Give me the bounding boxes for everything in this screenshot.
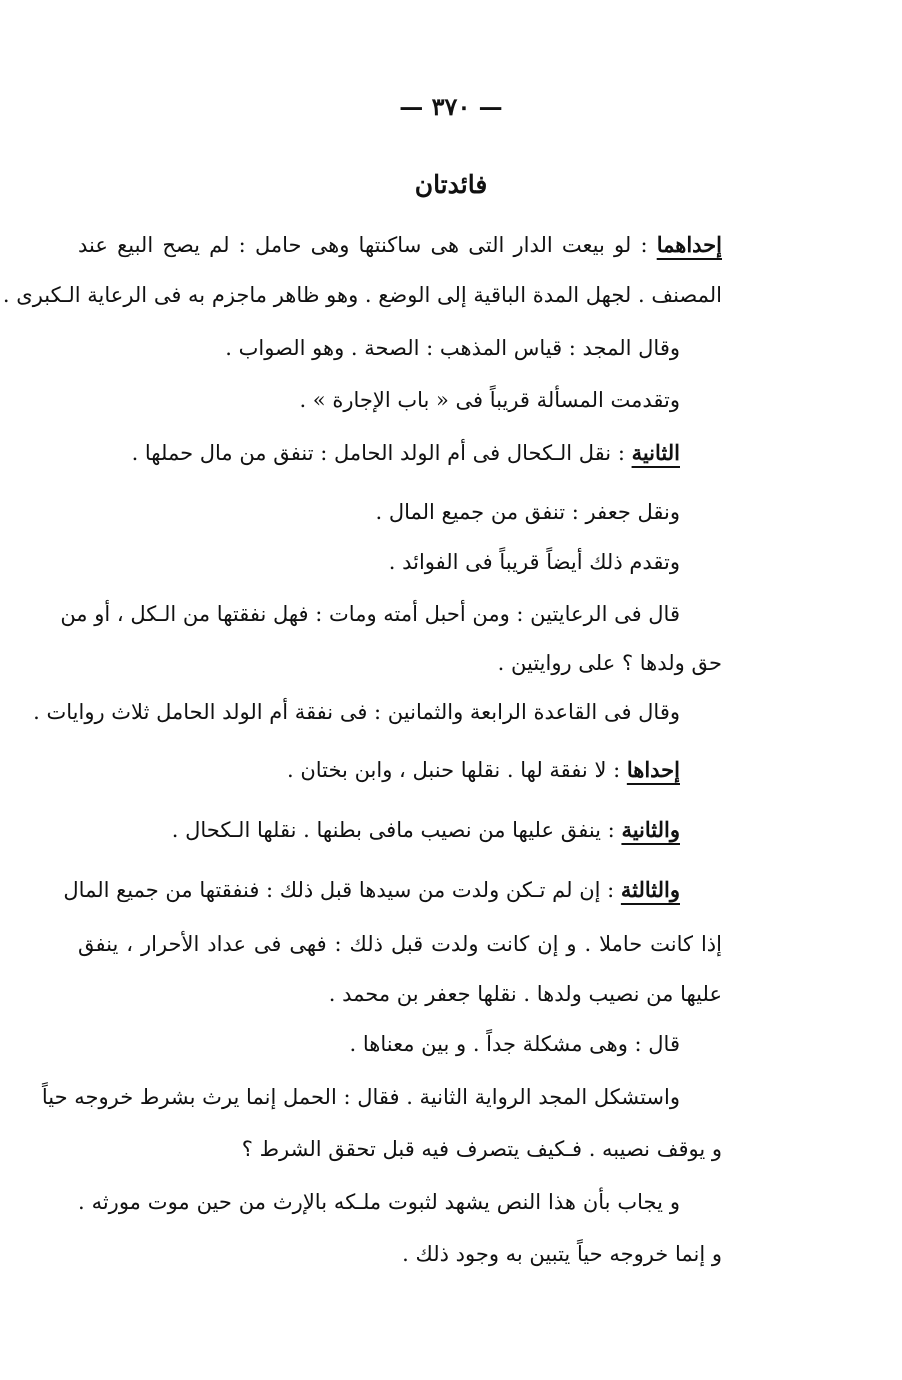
line-text: قال : وهى مشكلة جداً . و بين معناها .	[349, 1032, 680, 1056]
line-lead: الثانية	[631, 440, 680, 465]
line-text: قال فى الرعايتين : ومن أحبل أمته ومات : فهل نفقتها من الـكل ، أو من	[60, 602, 680, 626]
line-text: : لا نفقة لها . نقلها حنبل ، وابن بختان .	[286, 758, 627, 782]
text-line	[41, 1080, 680, 1114]
text-line	[78, 1237, 722, 1271]
text-line	[78, 977, 722, 1011]
line-text: وقال المجد : قياس المذهب : الصحة . وهو الصواب .	[225, 336, 680, 360]
text-line	[78, 1132, 722, 1166]
line-text: وقال فى القاعدة الرابعة والثمانين : فى نفقة أم الولد الحامل ثلاث روايات .	[33, 700, 680, 724]
line-text: : إن لم تـكن ولدت من سيدها قبل ذلك : فنفقتها من جميع المال	[63, 878, 621, 902]
text-line	[78, 753, 680, 787]
text-line	[78, 1027, 680, 1061]
text-line	[60, 597, 680, 631]
line-lead: والثالثة	[620, 877, 680, 902]
text-line	[78, 495, 680, 529]
text-line	[33, 695, 680, 729]
line-text: : ينفق عليها من نصيب مافى بطنها . نقلها الـكحال .	[171, 818, 622, 842]
line-text: المصنف . لجهل المدة الباقية إلى الوضع . وهو ظاهر ماجزم به فى الرعاية الـكبرى .	[2, 283, 722, 307]
text-line	[78, 1185, 680, 1219]
text-line	[78, 545, 680, 579]
line-text: واستشكل المجد الرواية الثانية . فقال : الحمل إنما يرث بشرط خروجه حياً	[41, 1085, 680, 1109]
text-line	[78, 331, 680, 365]
line-text: وتقدمت المسألة قريباً فى « باب الإجارة » .	[299, 388, 680, 412]
line-lead: والثانية	[621, 817, 680, 842]
text-line	[78, 436, 680, 470]
page-number: — ٣٧٠ —	[399, 92, 503, 121]
text-line	[78, 813, 680, 847]
line-text: و يوقف نصيبه . فـكيف يتصرف فيه قبل تحقق الشرط ؟	[241, 1137, 722, 1161]
text-line	[78, 646, 722, 680]
line-text: وتقدم ذلك أيضاً قريباً فى الفوائد .	[388, 550, 680, 574]
line-text: حق ولدها ؟ على روايتين .	[497, 651, 722, 675]
text-line	[78, 383, 680, 417]
section-heading: فائدتان	[414, 170, 488, 199]
line-text: إذا كانت حاملا . و إن كانت ولدت قبل ذلك : فهى فى عداد الأحرار ، ينفق	[78, 932, 722, 956]
text-line	[78, 228, 722, 262]
text-line	[2, 278, 722, 312]
line-text: و إنما خروجه حياً يتبين به وجود ذلك .	[402, 1242, 722, 1266]
line-text: و يجاب بأن هذا النص يشهد لثبوت ملـكه بالإرث من حين موت مورثه .	[78, 1190, 680, 1214]
line-text: عليها من نصيب ولدها . نقلها جعفر بن محمد .	[328, 982, 722, 1006]
line-lead: إحداهما	[656, 232, 722, 257]
text-line	[78, 927, 722, 961]
line-text: ونقل جعفر : تنفق من جميع المال .	[375, 500, 680, 524]
line-lead: إحداها	[626, 757, 680, 782]
line-text: : نقل الـكحال فى أم الولد الحامل : تنفق من مال حملها .	[131, 441, 632, 465]
text-line	[63, 873, 680, 907]
line-text: : لو بيعت الدار التى هى ساكنتها وهى حامل : لم يصح البيع عند	[78, 233, 657, 257]
